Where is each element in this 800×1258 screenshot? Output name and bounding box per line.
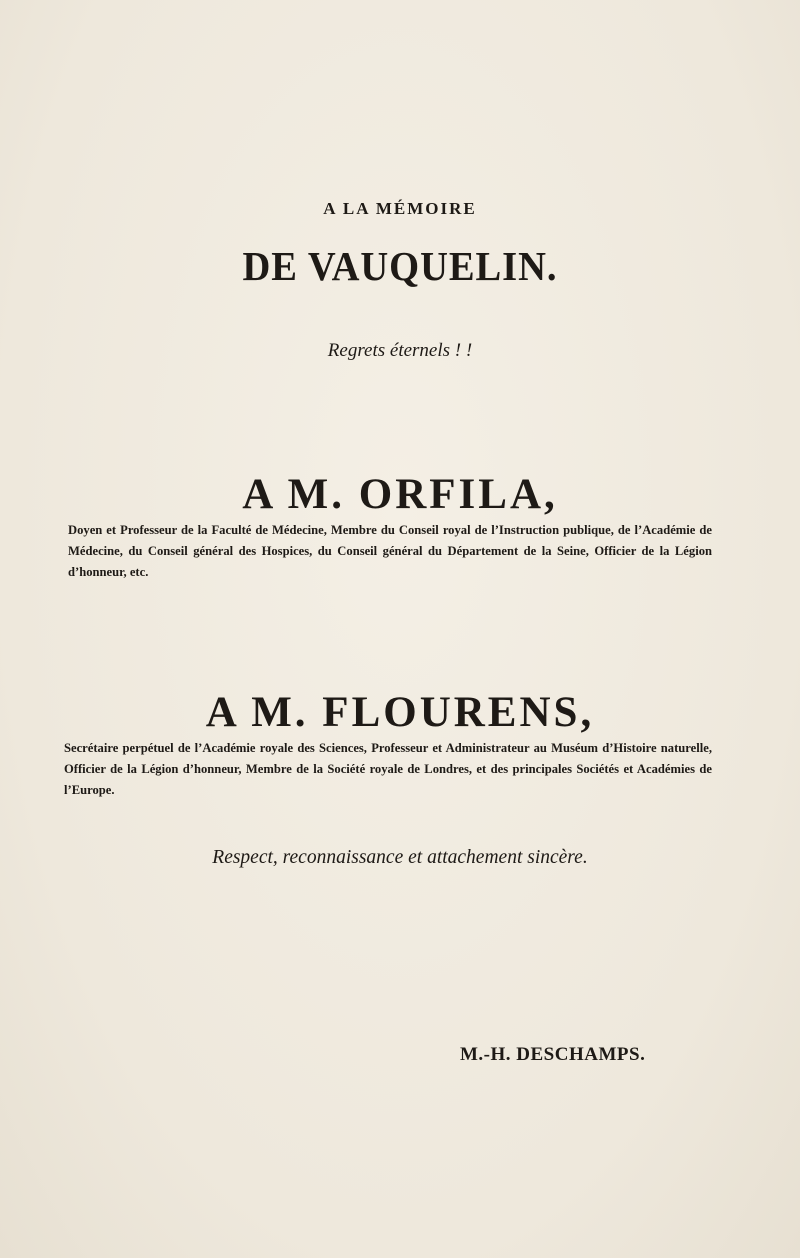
memoire-heading: A LA MÉMOIRE	[323, 199, 477, 218]
vauquelin-heading: DE VAUQUELIN.	[242, 243, 558, 289]
respect-line: Respect, reconnaissance et attachement sincère.	[212, 847, 588, 868]
orfila-heading: A M. ORFILA,	[242, 471, 558, 518]
flourens-heading: A M. FLOURENS,	[205, 689, 595, 736]
flourens-description: Secrétaire perpétuel de l’Académie royale des Sciences, Professeur et Administrateur au Muséum d’Histoire naturelle, Officier de la Légion d’honneur, Membre de la Société royale de Londres, et des principales Sociétés et Académies de l’Europe.	[64, 741, 712, 797]
orfila-description: Doyen et Professeur de la Faculté de Médecine, Membre du Conseil royal de l’Instruction publique, de l’Académie de Médecine, du Conseil général des Hospices, du Conseil général du Département de la Seine, Officier de la Légion d’honneur, etc.	[68, 523, 712, 579]
author-signature: M.-H. DESCHAMPS.	[460, 1044, 646, 1065]
regrets-line: Regrets éternels ! !	[327, 340, 473, 361]
